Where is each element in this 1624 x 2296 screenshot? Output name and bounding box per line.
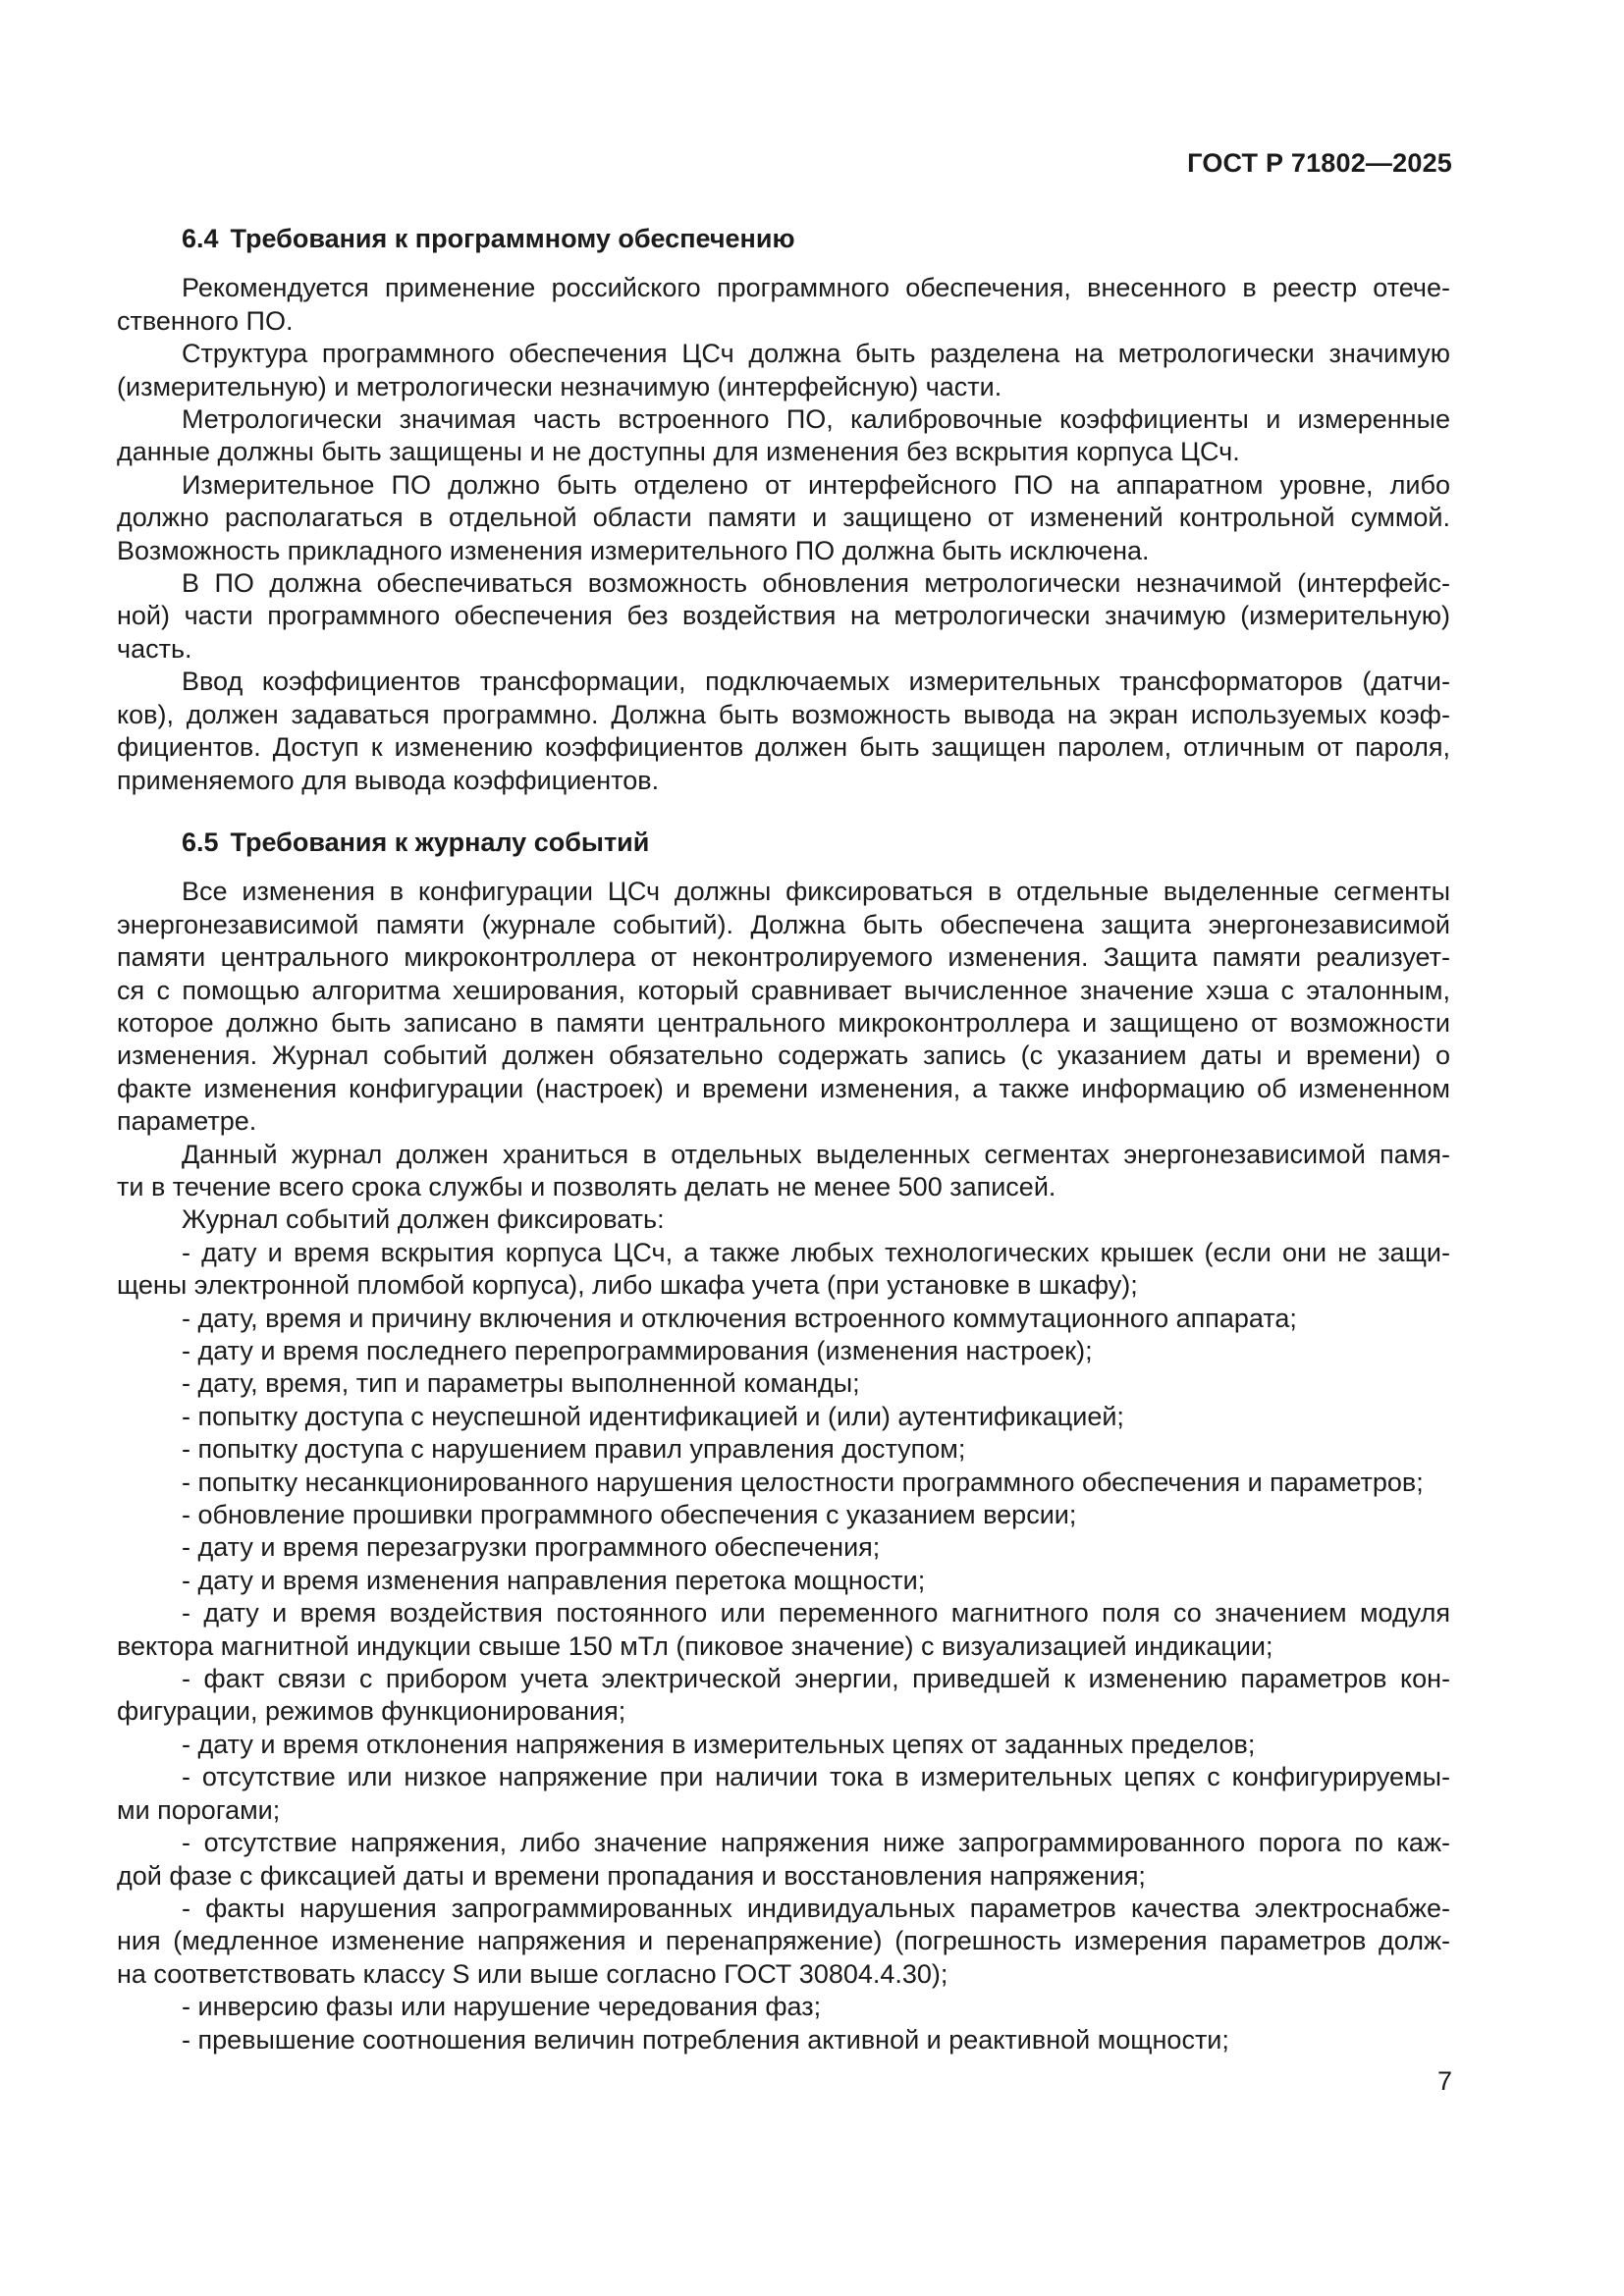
text-line: - обновление прошивки программного обеспечения с указанием версии;	[182, 1500, 1077, 1530]
list-item	[117, 1565, 1450, 1597]
paragraph	[117, 876, 1450, 1138]
list-item	[117, 1761, 1450, 1827]
text-line: ся с помощью алгоритма хеширования, который сравнивает вычисленное значение хэша с эталонным,	[117, 975, 1450, 1005]
text-line: данные должны быть защищены и не доступны для изменения без вскрытия корпуса ЦСч.	[117, 437, 1240, 467]
list-item	[117, 1367, 1450, 1400]
list-item	[117, 1467, 1450, 1499]
text-line: Все изменения в конфигурации ЦСч должны фиксироваться в отдельные выделенные сегменты	[182, 877, 1450, 907]
section-title: Требования к программному обеспечению	[230, 224, 795, 253]
text-line: фигурации, режимов функционирования;	[117, 1696, 626, 1727]
text-line: ственного ПО.	[117, 305, 294, 336]
paragraph	[117, 338, 1450, 403]
list-item	[117, 1237, 1450, 1303]
list-item	[117, 1433, 1450, 1466]
text-line: Данный журнал должен храниться в отдельных выделенных сегментах энергонезависимой памя-	[182, 1139, 1450, 1169]
section-number: 6.4	[182, 224, 219, 253]
text-line: Измерительное ПО должно быть отделено от интерфейсного ПО на аппаратном уровне, либо	[182, 469, 1450, 500]
list-item	[117, 1663, 1450, 1729]
text-line: параметре.	[117, 1106, 257, 1137]
text-line: вектора магнитной индукции свыше 150 мТл (пиковое значение) с визуализацией индикации;	[117, 1630, 1273, 1661]
text-line: Журнал событий должен фиксировать:	[182, 1204, 665, 1235]
section-heading	[117, 827, 1450, 859]
text-line: - факты нарушения запрограммированных индивидуальных параметров качества электроснабже-	[182, 1893, 1450, 1923]
section-number: 6.5	[182, 827, 219, 857]
text-line: (измерительную) и метрологически незначимую (интерфейсную) части.	[117, 371, 1002, 401]
paragraph	[117, 567, 1450, 666]
paragraph	[117, 666, 1450, 797]
text-line: на соответствовать классу S или выше согласно ГОСТ 30804.4.30);	[117, 1958, 948, 1989]
text-line: которое должно быть записано в памяти центрального микроконтроллера и защищено от возможности	[117, 1007, 1450, 1038]
list-item	[117, 1401, 1450, 1433]
text-line: Возможность прикладного изменения измерительного ПО должна быть исключена.	[117, 535, 1150, 565]
text-line: ти в течение всего срока службы и позволять делать не менее 500 записей.	[117, 1171, 1056, 1201]
list-item	[117, 1597, 1450, 1663]
text-line: должно располагаться в отдельной области памяти и защищено от изменений контрольной суммой.	[117, 503, 1450, 533]
text-line: - попытку доступа с нарушением правил управления доступом;	[182, 1434, 966, 1465]
text-line: часть.	[117, 633, 192, 664]
text-line: - дату и время вскрытия корпуса ЦСч, а также любых технологических крышек (если они не защи-	[182, 1237, 1450, 1267]
text-line: изменения. Журнал событий должен обязательно содержать запись (с указанием даты и времени) о	[117, 1041, 1450, 1071]
text-line: - факт связи с прибором учета электрической энергии, приведшей к изменению параметров кон-	[182, 1664, 1450, 1694]
text-line: - дату и время перезагрузки программного обеспечения;	[182, 1532, 881, 1563]
paragraph	[117, 469, 1450, 567]
text-line: - инверсию фазы или нарушение чередования фаз;	[182, 1992, 822, 2022]
text-line: Структура программного обеспечения ЦСч должна быть разделена на метрологически значимую	[182, 339, 1450, 369]
page-number: 7	[1436, 2066, 1452, 2096]
text-line: - превышение соотношения величин потребления активной и реактивной мощности;	[182, 2024, 1229, 2055]
text-line: фициентов. Доступ к изменению коэффициентов должен быть защищен паролем, отличным от пароля,	[117, 732, 1450, 763]
list-item	[117, 1499, 1450, 1531]
section-title: Требования к журналу событий	[230, 827, 650, 857]
paragraph	[117, 1203, 1450, 1236]
text-line: - дату и время воздействия постоянного или переменного магнитного поля со значением модуля	[182, 1598, 1450, 1629]
text-line: ния (медленное изменение напряжения и перенапряжение) (погрешность измерения параметров долж-	[117, 1926, 1450, 1956]
text-line: ной) части программного обеспечения без воздействия на метрологически значимую (измерительную)	[117, 601, 1450, 631]
text-line: энергонезависимой памяти (журнале событий). Должна быть обеспечена защита энергонезависимой	[117, 909, 1450, 939]
text-line: - отсутствие напряжения, либо значение напряжения ниже запрограммированного порога по каж-	[182, 1828, 1450, 1858]
text-line: - дату и время последнего перепрограммирования (изменения настроек);	[182, 1336, 1093, 1365]
text-line: Метрологически значимая часть встроенного ПО, калибровочные коэффициенты и измеренные	[182, 404, 1450, 435]
text-line: применяемого для вывода коэффициентов.	[117, 765, 660, 795]
text-line: памяти центрального микроконтроллера от неконтролируемого изменения. Защита памяти реализует-	[117, 942, 1450, 973]
text-line: - дату, время и причину включения и отключения встроенного коммутационного аппарата;	[182, 1303, 1297, 1333]
text-line: - дату, время, тип и параметры выполненной команды;	[182, 1368, 860, 1399]
text-line: - попытку доступа с неуспешной идентификацией и (или) аутентификацией;	[182, 1401, 1124, 1431]
text-line: дой фазе с фиксацией даты и времени пропадания и восстановления напряжения;	[117, 1860, 1146, 1891]
list-item	[117, 1827, 1450, 1893]
text-line: - попытку несанкционированного нарушения целостности программного обеспечения и параметров;	[182, 1467, 1424, 1497]
standard-code: ГОСТ Р 71802—2025	[1187, 148, 1452, 178]
text-line: - дату и время отклонения напряжения в измерительных цепях от заданных пределов;	[182, 1729, 1256, 1759]
section-heading	[117, 223, 1450, 255]
paragraph	[117, 1139, 1450, 1204]
text-line: щены электронной пломбой корпуса), либо шкафа учета (при установке в шкафу);	[117, 1270, 1138, 1301]
list-item	[117, 2024, 1450, 2056]
text-line: факте изменения конфигурации (настроек) и времени изменения, а также информацию об измененном	[117, 1073, 1450, 1103]
document-body	[117, 193, 1450, 2056]
list-item	[117, 1991, 1450, 2023]
list-item	[117, 1531, 1450, 1564]
text-line: - отсутствие или низкое напряжение при наличии тока в измерительных цепях с конфигурируемы-	[182, 1762, 1450, 1792]
text-line: В ПО должна обеспечиваться возможность обновления метрологически незначимой (интерфейс-	[182, 568, 1450, 599]
list-item	[117, 1335, 1450, 1367]
list-item	[117, 1893, 1450, 1991]
text-line: - дату и время изменения направления перетока мощности;	[182, 1565, 926, 1595]
text-line: Ввод коэффициентов трансформации, подключаемых измерительных трансформаторов (датчи-	[182, 667, 1450, 697]
text-line: Рекомендуется применение российского программного обеспечения, внесенного в реестр отече-	[182, 273, 1450, 303]
list-item	[117, 1303, 1450, 1335]
list-item	[117, 1729, 1450, 1761]
text-line: ми порогами;	[117, 1794, 281, 1825]
paragraph	[117, 272, 1450, 338]
text-line: ков), должен задаваться программно. Должна быть возможность вывода на экран используемых коэф-	[117, 699, 1450, 729]
paragraph	[117, 403, 1450, 469]
